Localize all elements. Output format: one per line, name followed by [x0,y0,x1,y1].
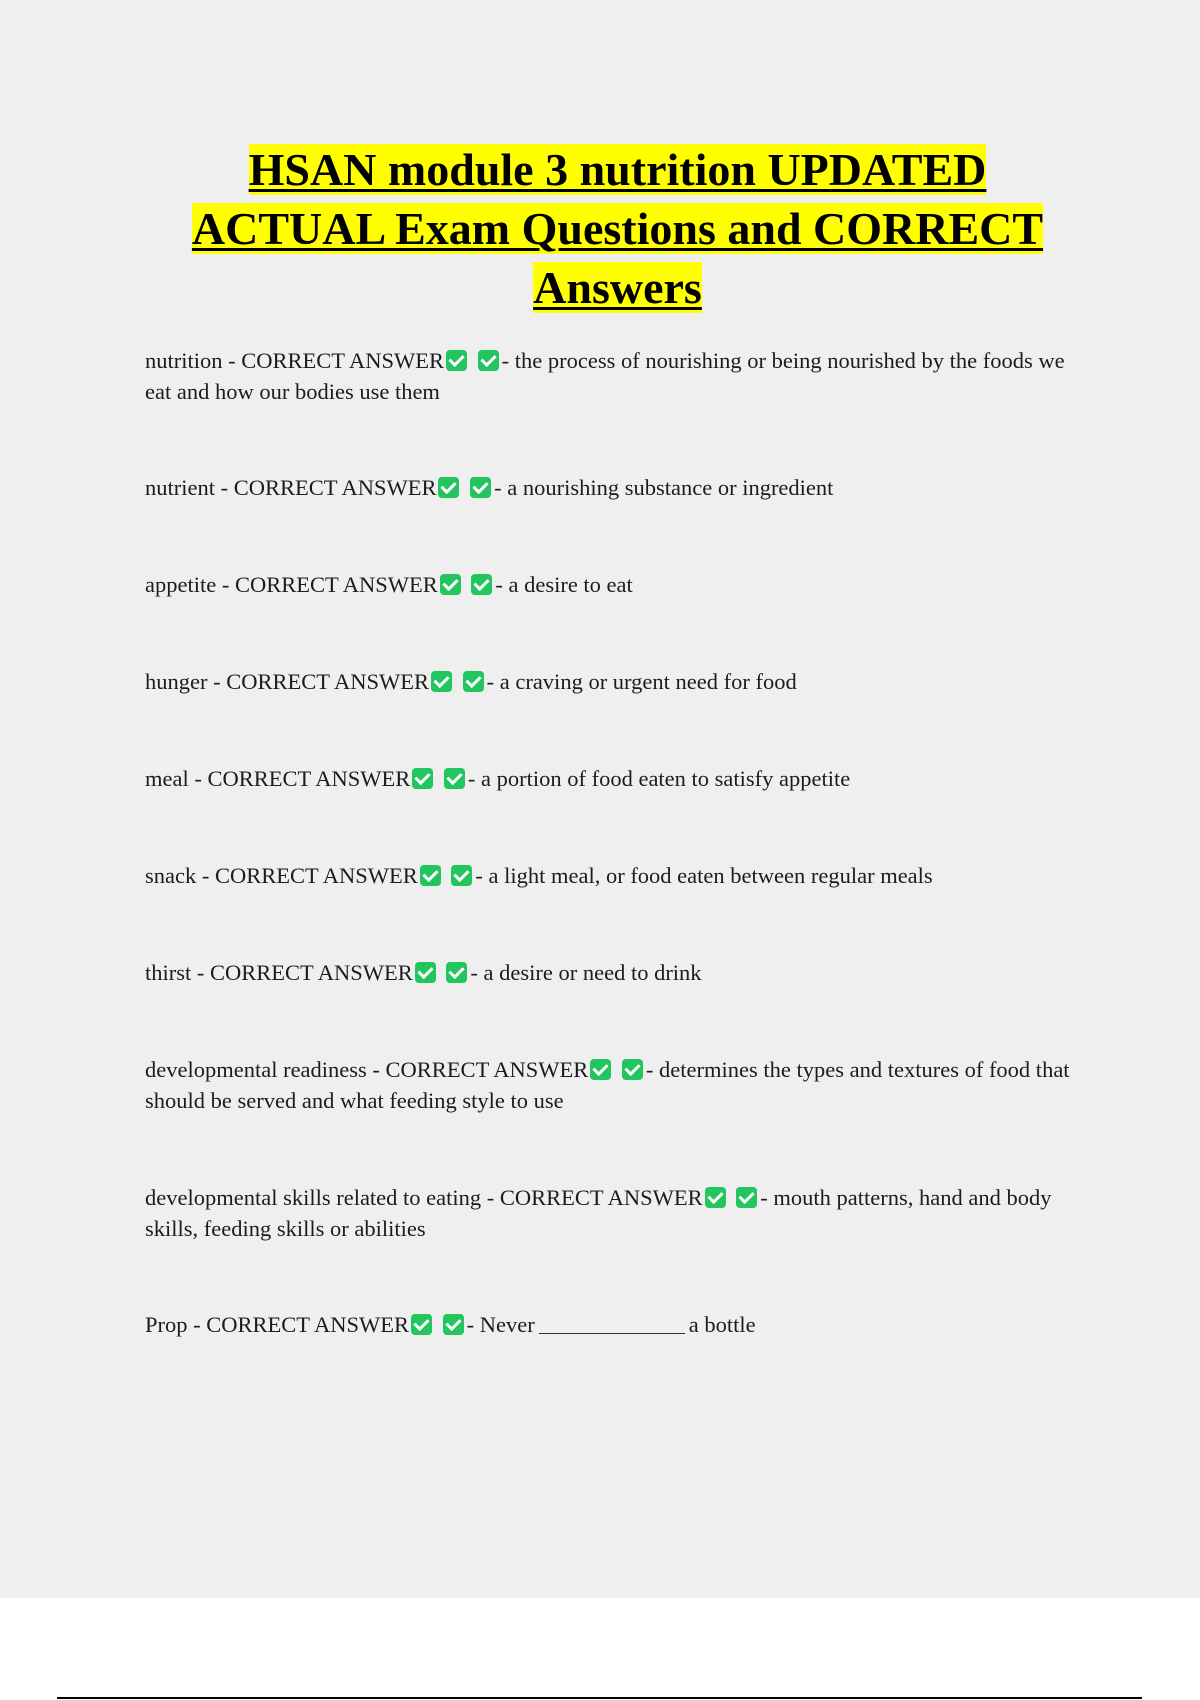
check-mark-icon [471,574,492,595]
definition-after-blank: a bottle [688,1312,756,1337]
term: appetite [145,572,217,597]
qa-item: thirst - CORRECT ANSWER - a desire or need to drink [145,960,702,985]
check-mark-icon [415,962,436,983]
answer-label: CORRECT ANSWER [226,669,429,694]
check-mark-icon [470,477,491,498]
check-mark-icon [590,1059,611,1080]
check-mark-icon [438,477,459,498]
check-mark-icon [444,768,465,789]
definition: mouth patterns, hand and body skills, feeding skills or abilities [145,1185,1052,1241]
check-mark-icon [451,865,472,886]
qa-item: Prop - CORRECT ANSWER - Never a bottle [145,1312,756,1337]
term: meal [145,766,189,791]
definition: determines the types and textures of food that should be served and what feeding style to use [145,1057,1070,1113]
check-mark-icon [446,962,467,983]
answer-label: CORRECT ANSWER [206,1312,410,1337]
definition: a desire to eat [508,572,633,597]
definition: a light meal, or food eaten between regular meals [488,863,933,888]
definition: a craving or urgent need for food [499,669,797,694]
answer-label: CORRECT ANSWER [210,960,413,985]
answer-label: CORRECT ANSWER [234,572,438,597]
definition: a portion of food eaten to satisfy appetite [480,766,851,791]
check-mark-icon [463,671,484,692]
definition-before-blank: Never [479,1312,535,1337]
check-mark-icon [736,1187,757,1208]
footer-divider [57,1697,1142,1699]
term: developmental skills related to eating [145,1185,482,1210]
check-mark-icon [431,671,452,692]
check-mark-icon [446,350,467,371]
check-mark-icon [443,1314,464,1335]
term: nutrient [145,475,215,500]
check-mark-icon [420,865,441,886]
qa-item: meal - CORRECT ANSWER - a portion of food eaten to satisfy appetite [145,766,851,791]
qa-item: appetite - CORRECT ANSWER - a desire to eat [145,572,633,597]
check-mark-icon [478,350,499,371]
term: snack [145,863,197,888]
answer-label: CORRECT ANSWER [214,863,418,888]
term: Prop [145,1312,188,1337]
qa-item: developmental readiness - CORRECT ANSWER - determines the types and textures of food that should be served and what feeding style to use [145,1057,1070,1113]
answer-label: CORRECT ANSWER [241,348,444,373]
term: hunger [145,669,208,694]
title-text: HSAN module 3 nutrition UPDATED ACTUAL Exam Questions and CORRECT Answers [191,144,1044,313]
answer-label: CORRECT ANSWER [385,1057,589,1082]
check-mark-icon [622,1059,643,1080]
qa-item: developmental skills related to eating - CORRECT ANSWER - mouth patterns, hand and body skills, feeding skills or abilities [145,1185,1052,1241]
term: nutrition [145,348,223,373]
term: thirst [145,960,192,985]
answer-label: CORRECT ANSWER [499,1185,703,1210]
check-mark-icon [440,574,461,595]
qa-item: snack - CORRECT ANSWER - a light meal, or food eaten between regular meals [145,863,933,888]
qa-item: nutrition - CORRECT ANSWER - the process of nourishing or being nourished by the foods we eat and how our bodies use them [145,348,1065,404]
answer-label: CORRECT ANSWER [207,766,411,791]
definition: a nourishing substance or ingredient [507,475,834,500]
answer-label: CORRECT ANSWER [233,475,437,500]
qa-item: nutrient - CORRECT ANSWER - a nourishing substance or ingredient [145,475,834,500]
check-mark-icon [412,768,433,789]
definition: a desire or need to drink [483,960,702,985]
fill-in-blank [539,1313,685,1334]
check-mark-icon [705,1187,726,1208]
check-mark-icon [411,1314,432,1335]
definition: the process of nourishing or being nourished by the foods we eat and how our bodies use them [145,348,1065,404]
term: developmental readiness [145,1057,367,1082]
document-title [150,140,1085,317]
qa-item: hunger - CORRECT ANSWER - a craving or urgent need for food [145,669,797,694]
